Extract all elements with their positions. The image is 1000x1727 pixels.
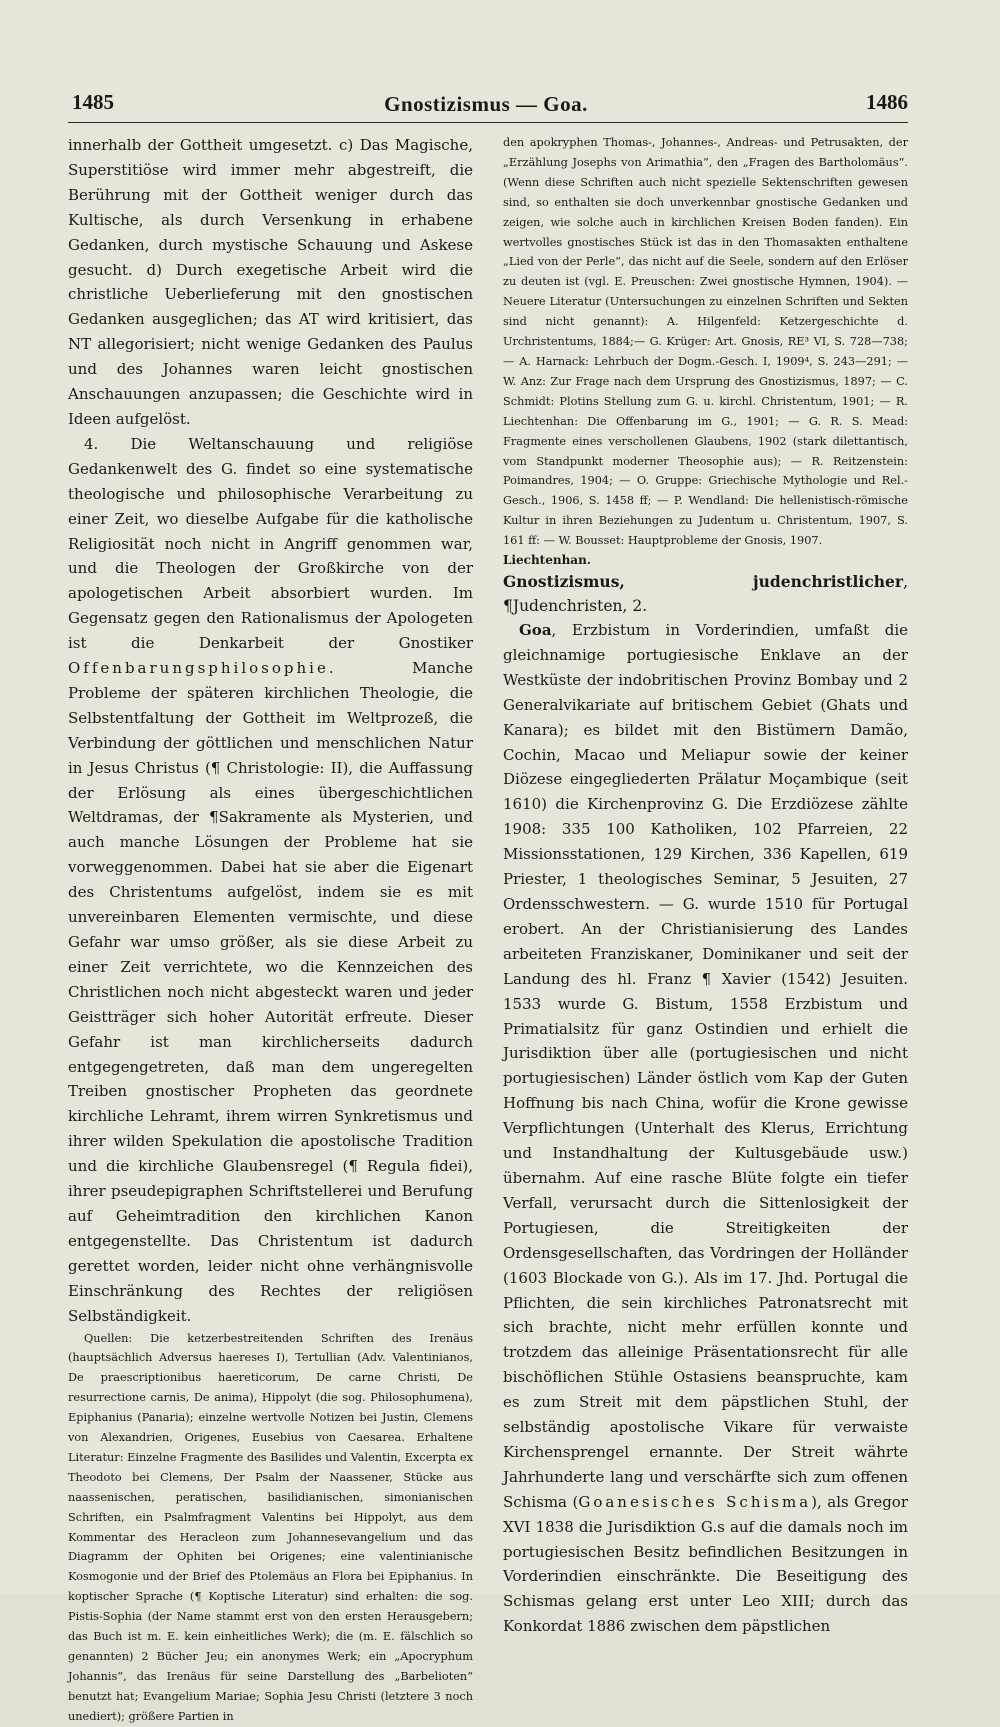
goa-entry-tail: ), als Gregor XVI 1838 die Jurisdiktion G.s auf die damals noch im portugiesischen Besitz befindlichen Besitzungen in Vorderindien einschränkte. Die Beseitigung des Schismas gelang erst unter Leo XIII; durch das Konkordat 1886 zwischen dem päpstlichen xyxy=(503,1492,909,1636)
page-header xyxy=(64,82,908,122)
goanesisches-schisma-term: Goanesisches Schisma xyxy=(578,1492,812,1511)
author-signature: Liechtenhan. xyxy=(503,553,591,568)
running-title: Gnostizismus — Goa. xyxy=(384,92,588,116)
sources-paragraph: Quellen: Die ketzerbestreitenden Schriften des Irenäus (hauptsächlich Adversus haereses I), Tertullian (Adv. Valentinianos, De praescriptionibus haereticorum, De carne Christi, De resurrectione carnis, De anima), Hippolyt (die sog. Philosophumena), Epiphanius (Panaria); einzelne wertvolle Notizen bei Justin, Clemens von Alexandrien, Origenes, Eusebius von Caesarea. Erhaltene Literatur: Einzelne Fragmente des Basilides und Valentin, Excerpta ex Theodoto bei Clemens, Der Psalm der Naassener, Stücke aus naassenischen, peratischen, basilidianischen, simonianischen Schriften, ein Psalmfragment Valentins bei Hippolyt, aus dem Kommentar des Heracleon zum Johannesevangelium und das Diagramm der Ophiten bei Origenes; eine valentinianische Kosmogonie und der Brief des Ptolemäus an Flora bei Epiphanius. In koptischer Sprache (¶ Koptische Literatur) sind erhalten: die sog. Pistis-Sophia (der Name stammt erst von den ersten Herausgebern; das Buch ist m. E. kein einheitliches Werk); die (m. E. fälschlich so genannten) 2 Bücher Jeu; ein anonymes Werk; ein „Apocryphum Johannis“, das Irenäus für seine Darstellung des „Barbelioten“ benutzt hat; Evangelium Mariae; Sophia Jesu Christi (letztere 3 noch unediert); größere Partien in xyxy=(68,1331,473,1723)
goa-entry-text: , Erzbistum in Vorderindien, umfaßt die gleichnamige portugiesische Enklave an der Westküste der indobritischen Provinz Bombay und 2 Generalvikariate auf britischem Gebiet (Ghats und Kanara); es bildet mit den Bistümern Damão, Cochin, Macao und Meliapur sowie der keiner Diözese eingegliederten Prälatur Moçambique (seit 1610) die Kirchenprovinz G. Die Erzdiözese zählte 1908: 335 100 Katholiken, 102 Pfarreien, 22 Missionsstationen, 129 Kirchen, 336 Kapellen, 619 Priester, 1 theologisches Seminar, 5 Jesuiten, 27 Ordensschwestern. — G. wurde 1510 für Portugal erobert. An der Christianisierung des Landes arbeiteten Franziskaner, Dominikaner und seit der Landung des hl. Franz ¶ Xavier (1542) Jesuiten. 1533 wurde G. Bistum, 1558 Erzbistum und Primatialsitz für ganz Ostindien und erhielt die Jurisdiktion über alle (portugiesischen und nicht portugiesischen) Länder östlich vom Kap der Guten Hoffnung bis nach China, wofür die Krone gewisse Verpflichtungen (Unterhalt des Klerus, Errichtung und Instandhaltung der Kultusgebäude usw.) übernahm. Auf eine rasche Blüte folgte ein tiefer Verfall, verursacht durch die Sittenlosigkeit der Portugiesen, die Streitigkeiten der Ordensgesellschaften, das Vordringen der Holländer (1603 Blockade von G.). Als im 17. Jhd. Portugal die Pflichten, die sein kirchliches Patronatsrecht mit sich brachte, nicht mehr erfüllen konnte und trotzdem das alleinige Präsentationsrecht für alle bischöflichen Stühle Ostasiens beanspruchte, kam es zum Streit mit dem päpstlichen Stuhl, der selbständig apostolische Vikare für verwaiste Kirchensprengel ernannte. Der Streit währte Jahrhunderte lang und verschärfte sich zum offenen Schisma ( xyxy=(503,621,908,1511)
literature-continued: den apokryphen Thomas-, Johannes-, Andreas- und Petrusakten, der „Erzählung Josephs von Arimathia“, den „Fragen des Bartholomäus“. (Wenn diese Schriften auch nicht spezielle Sektenschriften gewesen sind, so enthalten sie doch unverkennbar gnostische Gedanken und zeigen, wie solche auch in kirchlichen Kreisen Boden fanden). Ein wertvolles gnostisches Stück ist das in den Thomasakten enthaltene „Lied von der Perle“, das nicht auf die Seele, sondern auf den Erlöser zu deuten ist (vgl. E. Preuschen: Zwei gnostische Hymnen, 1904). — Neuere Literatur (Untersuchungen zu einzelnen Schriften und Sekten sind nicht genannt): A. Hilgenfeld: Ketzergeschichte d. Urchristentums, 1884;— G. Krüger: Art. Gnosis, RE³ VI, S. 728—738; — A. Harnack: Lehrbuch der Dogm.-Gesch. I, 1909⁴, S. 243—291; — W. Anz: Zur Frage nach dem Ursprung des Gnostizismus, 1897; — C. Schmidt: Plotins Stellung zum G. u. kirchl. Christentum, 1901; — R. Liechtenhan: Die Offenbarung im G., 1901; — G. R. S. Mead: Fragmente eines verschollenen Glaubens, 1902 (stark dilettantisch, vom Standpunkt moderner Theosophie aus); — R. Reitzenstein: Poimandres, 1904; — O. Gruppe: Griechische Mythologie und Rel.-Gesch., 1906, S. 1458 ff; — P. Wendland: Die hellenistisch-römische Kultur in ihren Beziehungen zu Judentum u. Christentum, 1907, S. 161 ff: — W. Bousset: Hauptprobleme der Gnosis, 1907. xyxy=(503,136,908,548)
right-column xyxy=(503,133,908,1727)
offenbarungsphilosophie-term: Offenbarungsphilosophie xyxy=(68,659,329,678)
goa-entry xyxy=(503,618,908,1639)
page-number-right: 1486 xyxy=(866,90,908,114)
two-column-body xyxy=(64,133,908,1727)
paragraph-4-text-b: . Manche Probleme der späteren kirchlichen Theologie, die Selbstentfaltung der Gottheit im Weltprozeß, die Verbindung der göttlichen und menschlichen Natur in Jesus Christus (¶ Christologie: II), die Auffassung der Erlösung als eines übergeschichtlichen Weltdramas, der ¶Sakramente als Mysterien, und auch manche Lösungen der Probleme hat sie vorweggenommen. Dabei hat sie aber die Eigenart des Christentums aufgelöst, indem sie es mit unvereinbaren Elementen vermischte, und diese Gefahr war umso größer, als sie diese Arbeit zu einer Zeit verrichtete, wo die Kennzeichen des Christlichen noch nicht abgesteckt waren und jeder Geistträger sich hoher Autorität erfreute. Dieser Gefahr ist man kirchlicherseits dadurch entgegengetreten, daß man dem ungeregelten Treiben gnostischer Propheten das geordnete kirchliche Lehramt, ihrem wirren Synkretismus und ihrer wilden Spekulation die apostolische Tradition und die kirchliche Glaubensregel (¶ Regula fidei), ihrer pseudepigraphen Schriftstellerei und Berufung auf Geheimtradition den kirchlichen Kanon entgegenstellte. Das Christentum ist dadurch gerettet worden, leider nicht ohne verhängnisvolle Einschränkung des Rechtes der religiösen Selbständigkeit. xyxy=(68,659,473,1325)
paragraph-4 xyxy=(68,432,473,1329)
cross-reference-headword: Gnostizismus, judenchristlicher xyxy=(503,572,904,592)
paragraph-3-continued: innerhalb der Gottheit umgesetzt. c) Das Magische, Superstitiöse wird immer mehr abgestreift, die Berührung mit der Gottheit weniger durch das Kultische, als durch Versenkung in erhabene Gedanken, durch mystische Schauung und Askese gesucht. d) Durch exegetische Arbeit wird die christliche Ueberlieferung mit den gnostischen Gedanken ausgeglichen; das AT wird kritisiert, das NT allegorisiert; nicht wenige Gedanken des Paulus und des Johannes waren leicht gnostischen Anschauungen anzupassen; die Geschichte wird in Ideen aufgelöst. xyxy=(68,136,473,428)
header-rule xyxy=(68,122,908,123)
page-number-left: 1485 xyxy=(72,90,114,114)
cross-reference-target: , ¶Judenchristen, 2. xyxy=(503,573,908,616)
goa-headword: Goa xyxy=(519,621,552,640)
cross-reference-entry xyxy=(503,570,908,618)
literature-block xyxy=(503,133,908,551)
paragraph-4-text-a: 4. Die Weltanschauung und religiöse Gedankenwelt des G. findet so eine systematische theologische und philosophische Verarbeitung zu einer Zeit, wo dieselbe Aufgabe für die katholische Religiosität noch nicht in Angriff genommen war, und die Theologen der Großkirche von der apologetischen Arbeit absorbiert wurden. Im Gegensatz gegen den Rationalismus der Apologeten ist die Denkarbeit der Gnostiker xyxy=(68,434,473,653)
left-column xyxy=(68,133,473,1727)
